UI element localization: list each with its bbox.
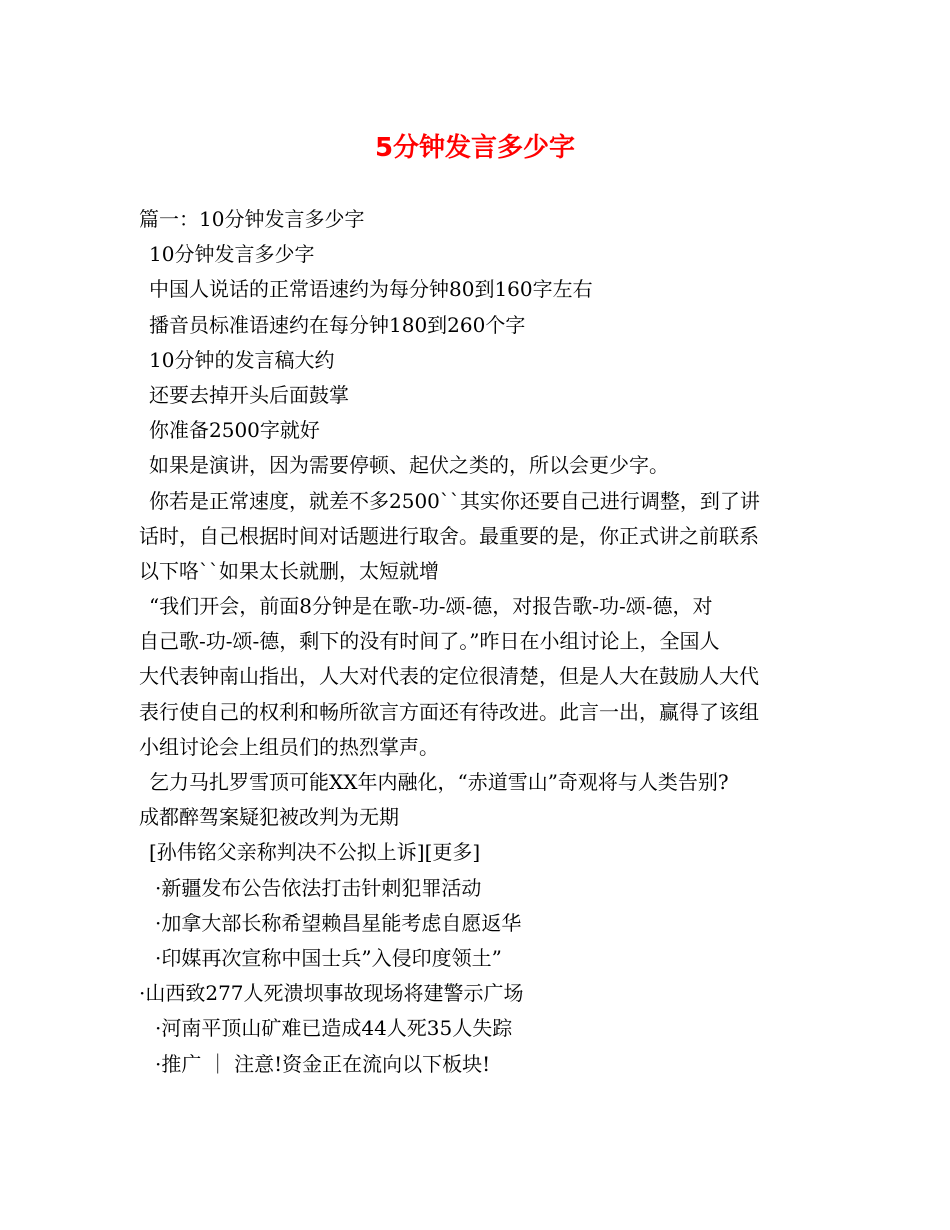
paragraph-line: 话时，自己根据时间对话题进行取舍。最重要的是，你正式讲之前联系	[139, 523, 759, 548]
paragraph-meeting	[139, 589, 815, 765]
text-line: 播音员标准语速约在每分钟180到260个字	[149, 312, 526, 337]
paragraph-line: 自己歌-功-颂-德，剩下的没有时间了。”昨日在小组讨论上，全国人	[139, 629, 720, 654]
text-line: 还要去掉开头后面鼓掌	[149, 382, 349, 407]
news-bullet-item[interactable]: ·新疆发布公告依法打击针刺犯罪活动	[155, 875, 482, 900]
news-bullet-item[interactable]: ·印媒再次宣称中国士兵”入侵印度领土”	[155, 945, 502, 970]
paragraph-line: 表行使自己的权利和畅所欲言方面还有待改进。此言一出，赢得了该组	[139, 699, 759, 724]
news-bullet-item[interactable]: ·河南平顶山矿难已造成44人死35人失踪	[155, 1016, 513, 1041]
text-line: 10分钟的发言稿大约	[149, 347, 335, 372]
paragraph-line: 大代表钟南山指出，人大对代表的定位很清楚，但是人大在鼓励人大代	[139, 664, 759, 689]
paragraph-line: 小组讨论会上组员们的热烈掌声。	[139, 734, 439, 759]
text-line: 你准备2500字就好	[149, 418, 320, 443]
related-links-line[interactable]: [孙伟铭父亲称判决不公拟上诉][更多]	[149, 840, 481, 865]
text-line: 10分钟发言多少字	[149, 242, 315, 267]
paragraph-line: 以下咯``如果太长就删，太短就增	[139, 558, 439, 583]
news-bullet-item[interactable]: ·山西致277人死溃坝事故现场将建警示广场	[139, 981, 524, 1006]
text-line: 如果是演讲，因为需要停顿、起伏之类的，所以会更少字。	[149, 453, 669, 478]
document-title: 5分钟发言多少字	[374, 133, 576, 163]
news-bullet-item[interactable]: ·加拿大部长称希望赖昌星能考虑自愿返华	[155, 910, 522, 935]
paragraph-line: “我们开会，前面8分钟是在歌-功-颂-德，对报告歌-功-颂-德，对	[149, 594, 713, 619]
document-body	[139, 202, 815, 1082]
news-bullet-item[interactable]: ·推广 ｜ 注意!资金正在流向以下板块!	[155, 1051, 491, 1076]
section-heading: 篇一：10分钟发言多少字	[139, 207, 365, 231]
paragraph-line: 成都醉驾案疑犯被改判为无期	[139, 805, 399, 830]
paragraph-line: 乞力马扎罗雪顶可能XX年内融化，“赤道雪山”奇观将与人类告别?	[149, 770, 729, 794]
paragraph-news	[139, 765, 815, 835]
paragraph-speed	[139, 484, 815, 590]
text-line: 中国人说话的正常语速约为每分钟80到160字左右	[149, 277, 593, 302]
paragraph-line: 你若是正常速度，就差不多2500``其实你还要自己进行调整，到了讲	[149, 488, 760, 513]
